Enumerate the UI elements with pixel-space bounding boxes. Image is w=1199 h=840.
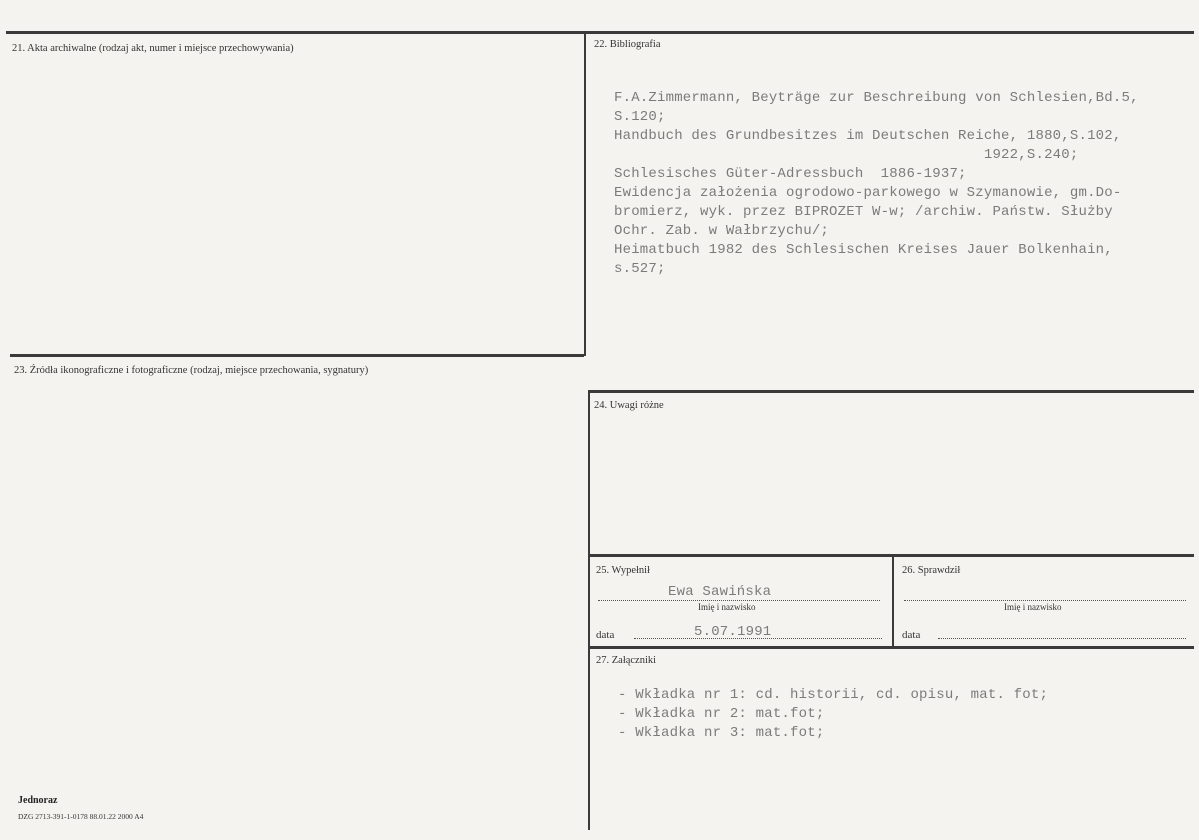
attachment-line: - Wkładka nr 2: mat.fot;	[618, 706, 825, 722]
column-divider	[584, 31, 586, 356]
bibliography-text	[614, 70, 1139, 298]
bibliography-line: s.527;	[614, 261, 666, 277]
bibliography-line: S.120;	[614, 109, 666, 125]
section-21-label: 21. Akta archiwalne (rodzaj akt, numer i miejsce przechowywania)	[12, 43, 294, 54]
top-border	[6, 31, 1194, 34]
filled-by-date: 5.07.1991	[694, 624, 772, 640]
attachment-line: - Wkładka nr 1: cd. historii, cd. opisu, mat. fot;	[618, 687, 1049, 703]
divider-21-23	[10, 354, 584, 357]
bibliography-line: Ewidencja założenia ogrodowo-parkowego w Szymanowie, gm.Do-	[614, 185, 1122, 201]
section-24-label: 24. Uwagi różne	[594, 400, 664, 411]
filled-by-date-label: data	[596, 629, 615, 641]
bibliography-line: 1922,S.240;	[614, 147, 1079, 163]
bibliography-line: Ochr. Zab. w Wałbrzychu/;	[614, 223, 830, 239]
bibliography-line: F.A.Zimmermann, Beyträge zur Beschreibung von Schlesien,Bd.5,	[614, 90, 1139, 106]
section-26-label: 26. Sprawdził	[902, 565, 961, 576]
divider-25-27	[588, 646, 1194, 649]
section-27-label: 27. Załączniki	[596, 655, 657, 666]
footer-title: Jednoraz	[18, 795, 58, 806]
checked-by-name-line	[904, 600, 1186, 601]
bibliography-line: Handbuch des Grundbesitzes im Deutschen Reiche, 1880,S.102,	[614, 128, 1122, 144]
section-23-label: 23. Źródła ikonograficzne i fotograficzne (rodzaj, miejsce przechowania, sygnatury)	[14, 365, 369, 376]
checked-by-date-label: data	[902, 629, 921, 641]
filled-by-name-caption: Imię i nazwisko	[698, 602, 756, 612]
column-divider-lower	[588, 390, 590, 830]
bibliography-line: Schlesisches Güter-Adressbuch 1886-1937;	[614, 166, 967, 182]
bibliography-line: Heimatbuch 1982 des Schlesischen Kreises Jauer Bolkenhain,	[614, 242, 1113, 258]
filled-by-date-line	[634, 638, 882, 639]
divider-24-25	[588, 554, 1194, 557]
attachment-line: - Wkładka nr 3: mat.fot;	[618, 725, 825, 741]
bibliography-line: bromierz, wyk. przez BIPROZET W-w; /archiw. Państw. Służby	[614, 204, 1113, 220]
filled-by-name-line	[598, 600, 880, 601]
footer-code: DZG 2713-391-1-0178 88.01.22 2000 A4	[18, 812, 144, 821]
section-22-label: 22. Bibliografia	[594, 39, 661, 50]
checked-by-date-line	[938, 638, 1186, 639]
divider-25-26	[892, 554, 894, 647]
section-25-label: 25. Wypełnił	[596, 565, 651, 576]
attachments-text	[618, 667, 1048, 762]
divider-22-24	[588, 390, 1194, 393]
checked-by-name-caption: Imię i nazwisko	[1004, 602, 1062, 612]
filled-by-name: Ewa Sawińska	[668, 584, 772, 600]
